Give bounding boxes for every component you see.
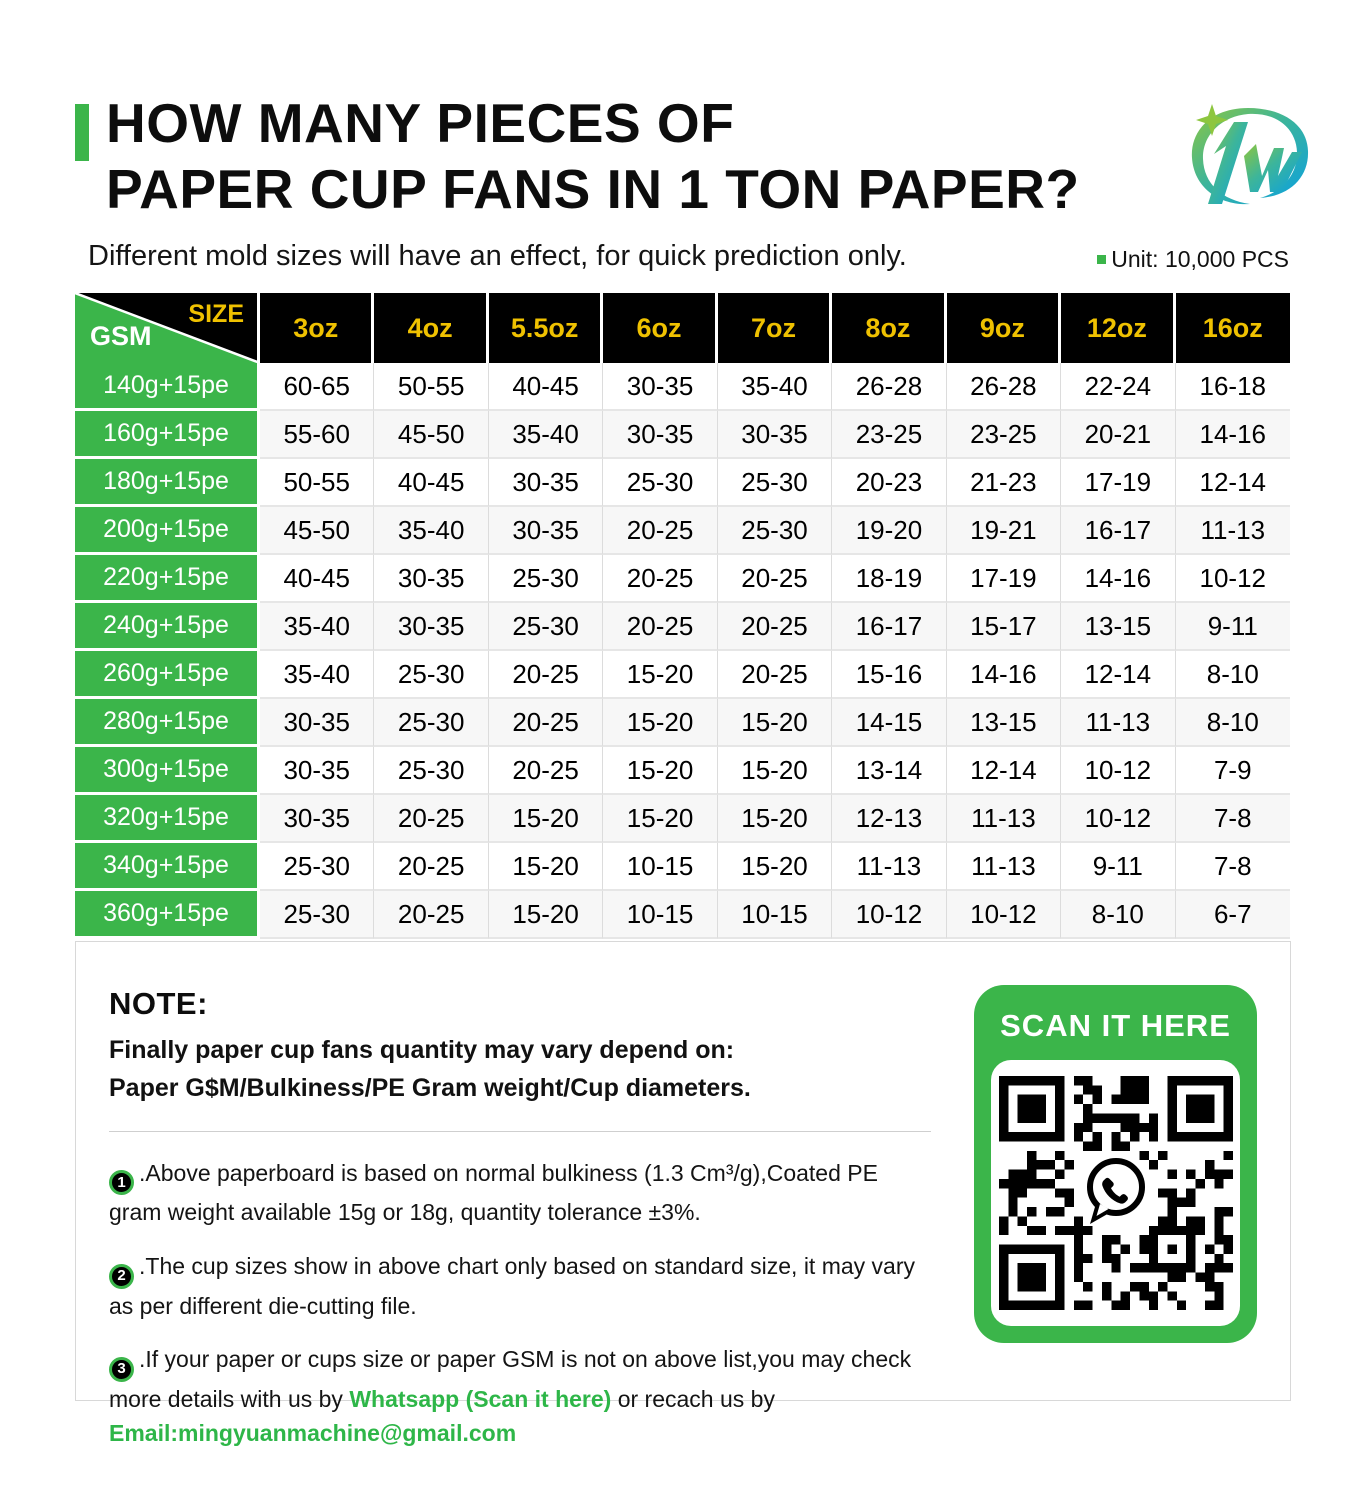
table-cell: 10-15 [603, 891, 717, 939]
table-cell: 25-30 [260, 843, 374, 891]
table-cell: 22-24 [1061, 363, 1175, 411]
notes-panel [75, 941, 1291, 1447]
table-cell: 15-20 [718, 747, 832, 795]
table-cell: 25-30 [718, 507, 832, 555]
table-cell: 14-16 [1061, 555, 1175, 603]
column-header-16oz: 16oz [1176, 293, 1290, 363]
table-cell: 15-20 [603, 651, 717, 699]
table-cell: 30-35 [374, 603, 488, 651]
note-text: or recach us by [611, 1385, 775, 1412]
table-cell: 20-25 [374, 891, 488, 939]
page-title-line1: HOW MANY PIECES OF [106, 92, 735, 154]
table-cell: 13-15 [1061, 603, 1175, 651]
table-cell: 35-40 [718, 363, 832, 411]
table-cell: 15-20 [718, 843, 832, 891]
table-cell: 12-13 [832, 795, 946, 843]
table-cell: 15-20 [718, 699, 832, 747]
table-cell: 15-16 [832, 651, 946, 699]
table-cell: 17-19 [947, 555, 1061, 603]
table-cell: 10-12 [1061, 795, 1175, 843]
table-cell: 20-25 [718, 651, 832, 699]
table-cell: 45-50 [260, 507, 374, 555]
table-cell: 11-13 [832, 843, 946, 891]
table-cell: 18-19 [832, 555, 946, 603]
table-cell: 20-25 [374, 795, 488, 843]
table-cell: 12-14 [947, 747, 1061, 795]
table-cell: 30-35 [718, 411, 832, 459]
table-cell: 40-45 [374, 459, 488, 507]
table-cell: 23-25 [947, 411, 1061, 459]
email-link[interactable]: Email:mingyuanmachine@gmail.com [109, 1420, 517, 1447]
page-title-line2: PAPER CUP FANS IN 1 TON PAPER? [106, 158, 1080, 220]
table-cell: 55-60 [260, 411, 374, 459]
table-cell: 11-13 [1176, 507, 1290, 555]
corner-size-label: SIZE [188, 300, 244, 328]
table-cell: 8-10 [1061, 891, 1175, 939]
table-cell: 25-30 [718, 459, 832, 507]
table-cell: 26-28 [832, 363, 946, 411]
table-cell: 45-50 [374, 411, 488, 459]
table-cell: 20-25 [718, 555, 832, 603]
note-divider [109, 1131, 931, 1132]
table-cell: 40-45 [260, 555, 374, 603]
table-cell: 6-7 [1176, 891, 1290, 939]
numbered-bullet-icon: 2 [109, 1264, 134, 1289]
table-cell: 30-35 [489, 459, 603, 507]
column-header-8oz: 8oz [832, 293, 946, 363]
table-cell: 30-35 [603, 363, 717, 411]
column-header-5.5oz: 5.5oz [489, 293, 603, 363]
table-cell: 35-40 [260, 603, 374, 651]
table-cell: 10-12 [1176, 555, 1290, 603]
row-label-180g+15pe: 180g+15pe [75, 459, 260, 507]
page-title [106, 90, 1080, 222]
table-cell: 23-25 [832, 411, 946, 459]
table-cell: 30-35 [260, 795, 374, 843]
brand-logo [1178, 100, 1320, 228]
note-text: .The cup sizes show in above chart only based on standard size, it may vary as per different die-cutting file. [109, 1252, 916, 1319]
row-label-160g+15pe: 160g+15pe [75, 411, 260, 459]
table-cell: 20-25 [489, 651, 603, 699]
numbered-bullet-icon: 3 [109, 1357, 134, 1382]
row-label-140g+15pe: 140g+15pe [75, 363, 260, 411]
table-cell: 20-25 [489, 747, 603, 795]
table-cell: 12-14 [1061, 651, 1175, 699]
note-item [109, 1342, 931, 1451]
table-cell: 15-20 [718, 795, 832, 843]
table-cell: 19-21 [947, 507, 1061, 555]
table-cell: 8-10 [1176, 651, 1290, 699]
corner-gsm-label: GSM [90, 321, 152, 351]
table-cell: 10-12 [947, 891, 1061, 939]
table-cell: 40-45 [489, 363, 603, 411]
table-cell: 14-15 [832, 699, 946, 747]
table-cell: 16-18 [1176, 363, 1290, 411]
table-cell: 20-25 [718, 603, 832, 651]
note-text: .Above paperboard is based on normal bulkiness (1.3 Cm³/g),Coated PE gram weight available 15g or 18g, quantity tolerance ±3%. [109, 1159, 878, 1226]
square-bullet-icon [1097, 255, 1106, 264]
table-cell: 9-11 [1061, 843, 1175, 891]
column-header-4oz: 4oz [374, 293, 488, 363]
table-cell: 15-20 [489, 795, 603, 843]
table-cell: 13-14 [832, 747, 946, 795]
table-cell: 15-20 [489, 843, 603, 891]
table-cell: 25-30 [374, 747, 488, 795]
table-cell: 50-55 [260, 459, 374, 507]
table-cell: 7-9 [1176, 747, 1290, 795]
column-header-9oz: 9oz [947, 293, 1061, 363]
whatsapp-icon [1081, 1154, 1151, 1232]
table-cell: 30-35 [374, 555, 488, 603]
note-line2: Paper G$M/Bulkiness/PE Gram weight/Cup diameters. [109, 1073, 751, 1102]
column-header-6oz: 6oz [603, 293, 717, 363]
table-cell: 20-25 [603, 603, 717, 651]
unit-text: Unit: 10,000 PCS [1111, 246, 1289, 272]
table-cell: 20-23 [832, 459, 946, 507]
table-cell: 10-12 [1061, 747, 1175, 795]
table-cell: 15-20 [603, 747, 717, 795]
table-cell: 25-30 [374, 699, 488, 747]
page-subtitle: Different mold sizes will have an effect, for quick prediction only. [88, 240, 907, 272]
table-cell: 25-30 [489, 555, 603, 603]
column-header-3oz: 3oz [260, 293, 374, 363]
table-cell: 14-16 [947, 651, 1061, 699]
table-cell: 20-25 [489, 699, 603, 747]
table-cell: 13-15 [947, 699, 1061, 747]
row-label-340g+15pe: 340g+15pe [75, 843, 260, 891]
row-label-320g+15pe: 320g+15pe [75, 795, 260, 843]
scan-it-here-label: SCAN IT HERE [1000, 1008, 1231, 1043]
table-cell: 25-30 [260, 891, 374, 939]
table-cell: 7-8 [1176, 843, 1290, 891]
table-cell: 20-21 [1061, 411, 1175, 459]
table-cell: 30-35 [260, 699, 374, 747]
note-list [109, 1156, 931, 1451]
qr-code-frame [991, 1060, 1240, 1326]
row-label-240g+15pe: 240g+15pe [75, 603, 260, 651]
row-label-300g+15pe: 300g+15pe [75, 747, 260, 795]
table-cell: 10-15 [603, 843, 717, 891]
row-label-280g+15pe: 280g+15pe [75, 699, 260, 747]
note-item [109, 1249, 931, 1323]
row-label-200g+15pe: 200g+15pe [75, 507, 260, 555]
table-cell: 25-30 [489, 603, 603, 651]
table-cell: 8-10 [1176, 699, 1290, 747]
table-cell: 14-16 [1176, 411, 1290, 459]
note-text: .If your paper or cups size or paper GSM is not on above list,you may check more details with us by [109, 1346, 912, 1412]
table-cell: 15-20 [489, 891, 603, 939]
table-cell: 30-35 [603, 411, 717, 459]
table-cell: 35-40 [489, 411, 603, 459]
table-cell: 25-30 [603, 459, 717, 507]
row-label-360g+15pe: 360g+15pe [75, 891, 260, 939]
table-cell: 26-28 [947, 363, 1061, 411]
table-cell: 20-25 [603, 507, 717, 555]
table-cell: 50-55 [374, 363, 488, 411]
table-cell: 60-65 [260, 363, 374, 411]
whatsapp-link[interactable]: Whatsapp (Scan it here) [349, 1385, 612, 1412]
table-cell: 7-8 [1176, 795, 1290, 843]
table-cell: 35-40 [374, 507, 488, 555]
table-cell: 30-35 [489, 507, 603, 555]
table-cell: 25-30 [374, 651, 488, 699]
table-cell: 11-13 [1061, 699, 1175, 747]
table-cell: 20-25 [374, 843, 488, 891]
table-cell: 9-11 [1176, 603, 1290, 651]
table-cell: 35-40 [260, 651, 374, 699]
title-accent-bar [75, 104, 89, 161]
qr-panel [974, 985, 1257, 1343]
table-cell: 15-20 [603, 795, 717, 843]
row-label-260g+15pe: 260g+15pe [75, 651, 260, 699]
column-header-7oz: 7oz [718, 293, 832, 363]
notes-column [109, 986, 931, 1470]
table-cell: 20-25 [603, 555, 717, 603]
table-cell: 12-14 [1176, 459, 1290, 507]
note-item [109, 1156, 931, 1230]
table-cell: 10-15 [718, 891, 832, 939]
table-cell: 30-35 [260, 747, 374, 795]
table-corner-cell [75, 293, 260, 363]
table-cell: 16-17 [1061, 507, 1175, 555]
table-cell: 16-17 [832, 603, 946, 651]
table-cell: 15-20 [603, 699, 717, 747]
table-cell: 15-17 [947, 603, 1061, 651]
table-cell: 17-19 [1061, 459, 1175, 507]
gsm-table [75, 293, 1290, 939]
note-heading: NOTE: [109, 986, 208, 1021]
table-cell: 11-13 [947, 843, 1061, 891]
table-cell: 11-13 [947, 795, 1061, 843]
column-header-12oz: 12oz [1061, 293, 1175, 363]
table-cell: 21-23 [947, 459, 1061, 507]
unit-note [1097, 246, 1289, 273]
table-cell: 19-20 [832, 507, 946, 555]
numbered-bullet-icon: 1 [109, 1170, 134, 1195]
row-label-220g+15pe: 220g+15pe [75, 555, 260, 603]
table-cell: 10-12 [832, 891, 946, 939]
note-line1: Finally paper cup fans quantity may vary depend on: [109, 1036, 735, 1064]
